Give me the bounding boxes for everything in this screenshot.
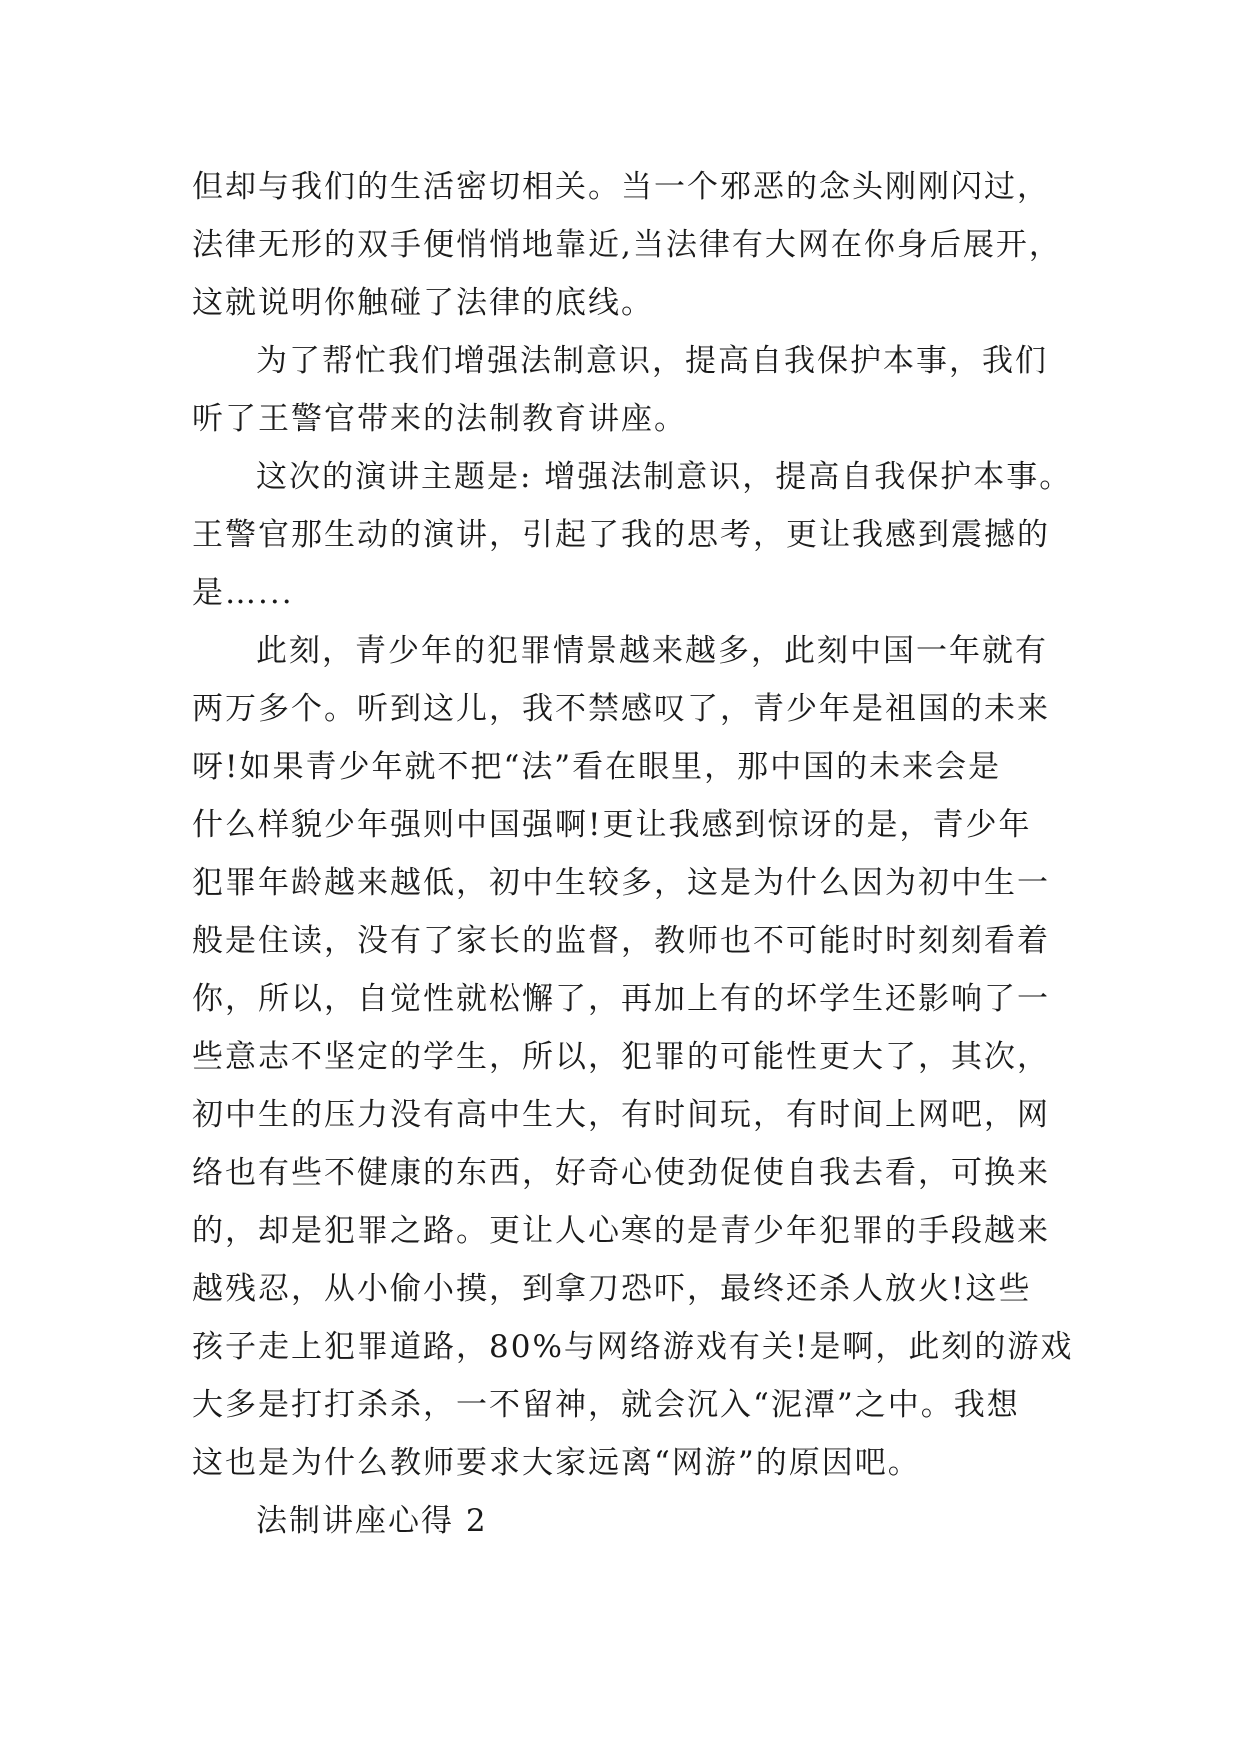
paragraph-first-line: 为了帮忙我们增强法制意识，提高自我保护本事，我们 xyxy=(256,343,1048,379)
text-line: 听了王警官带来的法制教育讲座。 xyxy=(192,401,687,437)
text-line: 孩子走上犯罪道路，80%与网络游戏有关!是啊，此刻的游戏 xyxy=(192,1329,1074,1365)
text-line: 犯罪年龄越来越低，初中生较多，这是为什么因为初中生一 xyxy=(192,865,1050,901)
text-line: 大多是打打杀杀，一不留神，就会沉入“泥潭”之中。我想 xyxy=(192,1387,1020,1423)
text-line: 初中生的压力没有高中生大，有时间玩，有时间上网吧，网 xyxy=(192,1097,1050,1133)
paragraph-first-line: 这次的演讲主题是: 增强法制意识，提高自我保护本事。 xyxy=(256,459,1073,495)
text-line: 些意志不坚定的学生，所以，犯罪的可能性更大了，其次， xyxy=(192,1039,1050,1075)
document-body xyxy=(192,158,1074,1550)
text-line: 王警官那生动的演讲，引起了我的思考，更让我感到震撼的 xyxy=(192,517,1050,553)
text-line: 你，所以，自觉性就松懈了，再加上有的坏学生还影响了一 xyxy=(192,981,1050,1017)
text-line: 络也有些不健康的东西，好奇心使劲促使自我去看，可换来 xyxy=(192,1155,1050,1191)
text-line: 什么样貌少年强则中国强啊!更让我感到惊讶的是，青少年 xyxy=(192,807,1032,843)
text-line: 两万多个。听到这儿，我不禁感叹了，青少年是祖国的未来 xyxy=(192,691,1050,727)
text-line: 这也是为什么教师要求大家远离“网游”的原因吧。 xyxy=(192,1445,921,1481)
text-line: 这就说明你触碰了法律的底线。 xyxy=(192,285,654,321)
text-line: 呀!如果青少年就不把“法”看在眼里，那中国的未来会是 xyxy=(192,749,1002,785)
text-line: 般是住读，没有了家长的监督，教师也不可能时时刻刻看着 xyxy=(192,923,1050,959)
text-line: 是…... xyxy=(192,575,294,611)
text-line: 但却与我们的生活密切相关。当一个邪恶的念头刚刚闪过， xyxy=(192,169,1050,205)
text-line: 法律无形的双手便悄悄地靠近,当法律有大网在你身后展开， xyxy=(192,227,1062,263)
text-line: 越残忍，从小偷小摸，到拿刀恐吓，最终还杀人放火!这些 xyxy=(192,1271,1032,1307)
paragraph-first-line: 法制讲座心得 2 xyxy=(256,1503,488,1539)
text-line: 的，却是犯罪之路。更让人心寒的是青少年犯罪的手段越来 xyxy=(192,1213,1050,1249)
paragraph-first-line: 此刻，青少年的犯罪情景越来越多，此刻中国一年就有 xyxy=(256,633,1048,669)
